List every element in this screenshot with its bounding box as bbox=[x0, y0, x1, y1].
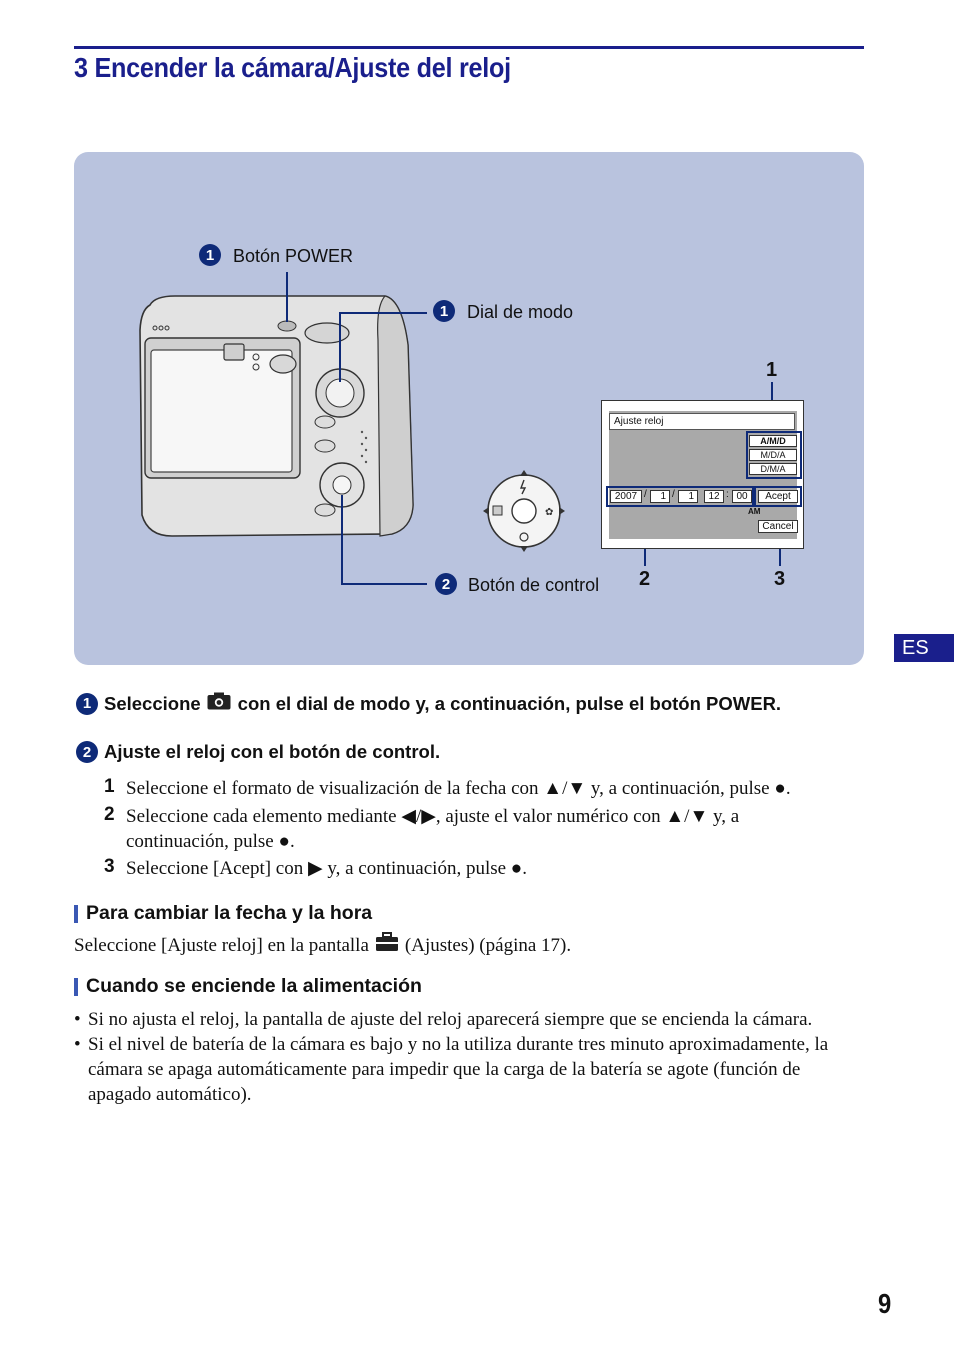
step2-title: Ajuste el reloj con el botón de control. bbox=[104, 741, 441, 762]
format-option-dma[interactable]: D/M/A bbox=[749, 463, 797, 475]
format-option-mda[interactable]: M/D/A bbox=[749, 449, 797, 461]
substep-1 bbox=[104, 776, 874, 801]
cancel-button[interactable]: Cancel bbox=[758, 520, 798, 533]
substep-2-text: Seleccione cada elemento mediante ◀/▶, ajuste el valor numérico con ▲/▼ y, a continuación, pulse ●. bbox=[126, 806, 740, 852]
section-change-date-text-after: (Ajustes) (página 17). bbox=[404, 935, 572, 956]
section-change-date-text-before: Seleccione [Ajuste reloj] en la pantalla bbox=[74, 935, 369, 956]
substep-1-num: 1 bbox=[104, 776, 115, 797]
bullet-1-text: Si no ajusta el reloj, la pantalla de ajuste del reloj aparecerá siempre que se encienda la cámara. bbox=[88, 1009, 813, 1030]
step1-heading bbox=[76, 692, 781, 715]
ampm-indicator: AM bbox=[748, 507, 761, 516]
substep-3-text: Seleccione [Acept] con ▶ y, a continuación, pulse ●. bbox=[126, 858, 528, 879]
substep-1-text: Seleccione el formato de visualización de la fecha con ▲/▼ y, a continuación, pulse ●. bbox=[126, 778, 791, 799]
section-power-on-title: Cuando se enciende la alimentación bbox=[86, 975, 422, 997]
section-power-on-bullets bbox=[74, 1007, 834, 1107]
step1-badge: 1 bbox=[76, 693, 98, 715]
section-bar bbox=[74, 905, 78, 923]
step2-badge: 2 bbox=[76, 741, 98, 763]
camera-mode-icon bbox=[207, 692, 231, 715]
acept-button[interactable]: Acept bbox=[758, 490, 798, 503]
section-change-date-title: Para cambiar la fecha y la hora bbox=[86, 902, 373, 924]
date-separator-2: / bbox=[672, 489, 675, 500]
clock-screen bbox=[601, 400, 804, 549]
callout-power-button: Botón POWER bbox=[233, 246, 354, 266]
substep-3 bbox=[104, 856, 874, 881]
step2-heading bbox=[76, 741, 440, 763]
section-change-date-body bbox=[74, 932, 571, 959]
substep-3-num: 3 bbox=[104, 856, 115, 877]
clock-screen-title: Ajuste reloj bbox=[609, 413, 795, 430]
screen-callout-1: 1 bbox=[766, 359, 778, 381]
callout-badge-control: 2 bbox=[435, 573, 457, 595]
section-change-date-heading bbox=[74, 902, 372, 925]
list-item: • Si el nivel de batería de la cámara es bajo y no la utiliza durante tres minuto aproximadamente, la cámara se apaga automáticamente para impedir que la carga de la batería se agote (función de apagado automático). bbox=[74, 1032, 834, 1107]
section-bar bbox=[74, 978, 78, 996]
callout-mode-dial: Dial de modo bbox=[467, 302, 574, 322]
month-field[interactable]: 1 bbox=[650, 490, 670, 503]
language-tab: ES bbox=[894, 634, 954, 662]
svg-text:✿: ✿ bbox=[545, 507, 554, 518]
time-separator: : bbox=[726, 489, 729, 500]
minute-field[interactable]: 00 bbox=[732, 490, 752, 503]
screen-callout-3: 3 bbox=[774, 568, 786, 590]
substep-2-num: 2 bbox=[104, 804, 115, 825]
settings-toolbox-icon bbox=[375, 932, 399, 959]
bullet-2-text: Si el nivel de batería de la cámara es bajo y no la utiliza durante tres minuto aproximadamente, la cámara se apaga automáticamente para impedir que la carga de la batería se agote (función de apagado automático). bbox=[88, 1034, 829, 1105]
date-separator-1: / bbox=[644, 489, 647, 500]
step1-text-before: Seleccione bbox=[104, 692, 201, 714]
screen-callout-2: 2 bbox=[639, 568, 651, 590]
section-power-on-heading bbox=[74, 975, 422, 998]
year-field[interactable]: 2007 bbox=[610, 490, 642, 503]
hour-field[interactable]: 12 bbox=[704, 490, 724, 503]
list-item: • Si no ajusta el reloj, la pantalla de ajuste del reloj aparecerá siempre que se encienda la cámara. bbox=[74, 1009, 813, 1030]
page-title: 3 Encender la cámara/Ajuste del reloj bbox=[74, 52, 511, 83]
substep-2 bbox=[104, 804, 804, 854]
step1-text-after: con el dial de modo y, a continuación, pulse el botón POWER. bbox=[237, 692, 782, 714]
callout-badge-mode-dial: 1 bbox=[433, 300, 455, 322]
callout-control-button: Botón de control bbox=[468, 575, 600, 595]
page-number: 9 bbox=[878, 1288, 892, 1319]
format-option-amd[interactable]: A/M/D bbox=[749, 435, 797, 447]
callout-badge-power: 1 bbox=[199, 244, 221, 266]
day-field[interactable]: 1 bbox=[678, 490, 698, 503]
